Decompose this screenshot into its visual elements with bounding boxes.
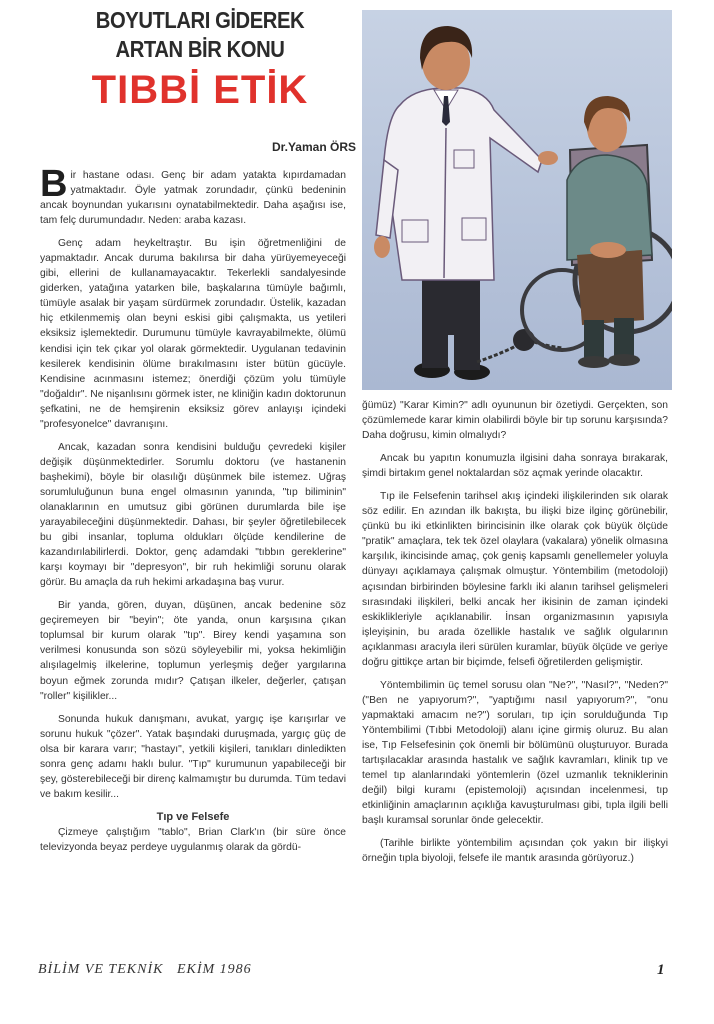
article-paragraph: Ancak, kazadan sonra kendisini bulduğu çevredeki kişiler değişik düşünmektedirler. Sorumlu doktoru (ve hastanenin başhekimi), böyle bir olasılığı düşünmek bile istemez. Uğraş sorumluluğunun buna engel olmasının yanında, "tıp biliminin" olanaklarının en umutsuz gibi görünen durumlarda bile işe yarayabileceğini düşünmektedir. Dahası, bir şeyler öğretilebilecek bu gibi insanlar, topluma oldukları ölçüde kendilerine de kazandırılabilirlerdi. Doktor, genç adamdaki "tıbbın gereklerine" karşı koymayı bir "depresyon", bir ruh hekimliği sorunu olarak görür. Bu amaçla da ruh hekimi arkadaşına baş vurur. xyxy=(40,441,346,589)
article-paragraph: Çizmeye çalıştığım "tablo", Brian Clark'ın (bir süre önce televizyonda beyaz perdeye uygulanmış olarak da gördü- xyxy=(40,826,346,853)
drop-cap: B xyxy=(40,163,68,205)
article-paragraph: Sonunda hukuk danışmanı, avukat, yargıç işe karışırlar ve sorunu hukuk "çözer". Yatak başındaki duruşmada, yargıç güç de olsa bir karara varır; "hastayı", yetkili kişileri, tanıkları dinledikten sonra genç adamı haklı bulur. "Tıp" kurumunun yapabileceği bir şey, gösterebileceği bir direnç kalmamıştır bu durumda. Tüm tedavi ve bakım kesilir... xyxy=(40,713,346,800)
article-paragraph: Ancak bu yapıtın konumuzla ilgisini daha sonraya bırakarak, şimdi birtakım genel noktalardan söz açmak yerinde olacaktır. xyxy=(362,453,668,480)
section-subheading: Tıp ve Felsefe xyxy=(156,810,230,823)
article-paragraph: Bir hastane odası. Genç bir adam yatakta kıpırdamadan yatmaktadır. Öyle yatmak zorundadır, çünkü bedeninin ancak boynundan yukarısını oynatabilmektedir. Daha aşağısı ise, tam felç durumundadır. Neden: araba kazası. xyxy=(40,163,346,227)
article-paragraph: (Tarihle birlikte yöntembilim açısından çok yakın bir ilişkyi örneğin tıpla biyoloji, felsefe ile mantık arasında görüyoruz.) xyxy=(362,838,668,865)
title-block xyxy=(40,6,360,114)
article-paragraph: Yöntembilimin üç temel sorusu olan "Ne?", "Nasıl?", "Neden?" ("Ben ne yapıyorum?", "yaptığımı nasıl yapıyorum?", "onu yapmaktaki amacım ne?") soruları, tıp için sorulduğunda Tıp Yöntembilimi (Tıbbi Metodoloji) alanı içine girmiş oluruz. Bu alan ise, Tıp Felsefesinin çok önemli bir bölümünü oluşturuyor. Burada tartışılacaklar arasında hastalık ve sağlık kavramları, klinik tıp ve temel tıp alanlarındaki yöntemlerin (özel uzmanlık tekniklerinin değil) bilgi kuramı (epistemoloji) açısından incelenmesi, tıp etkinliğinin amaçlarının açıklığa kavuşturulması gibi, tıpla ilgili belli başlı kuramsal sorunlar önde gelecektir. xyxy=(362,679,668,827)
headline: TIBBİ ETİK xyxy=(91,68,309,112)
article-paragraph: Bir yanda, gören, duyan, düşünen, ancak bedenine söz geçiremeyen bir "beyin"; öte yanda, onun karşısına çıkan toplumsal bir kurum olarak "tıp". Birey kendi yaşamına son verilmesi konusunda son sözü söyleyebilir mi, yoksa hekimliğin alışılagelmiş ilkelerine, toplumun yerleşmiş değer yargılarına boyun eğmek zorunda mıdır? Çatışan ilkeler, değerler, çatışan "roller" kişilikler... xyxy=(40,600,346,702)
article-column-left xyxy=(40,163,346,855)
article-paragraph: Genç adam heykeltraştır. Bu işin öğretmenliğini de yapmaktadır. Ancak duruma bakılırsa bir daha yürüyemeyeceği gibi, ellerini de kullanamayacaktır. Tekerlekli sandalyesinde giderken, yatağına yatarken bile, başkalarına tümüyle bağımlı, tümüyle asalak bir yaşam sürdürmek zorundadır. Üstelik, kazadan hiç etkilenmemiş olan beyni eskisi gibi çalışmakta, us yetileri eksiksiz işlemektedir. Durumunu tümüyle kavrayabilmekte, ölümü kendisi için tek çıkar yol olarak görmektedir. Uygulanan tedavinin kesilerek kendisinin ölüme bırakılmasını ister bütün gücüyle. Kendisine acınmasını istemez; önerdiği çözüm yolu tümüyle "doğaldır". Ne nişanlısını görmek ister, ne kliniğin kadın doktorunun şefkatini, ne de hemşirenin eksiksiz görev anlayışı içindeki "profesyonelce" davranışını. xyxy=(40,238,346,430)
article-column-right xyxy=(362,398,668,866)
kicker-line-2: ARTAN BİR KONU xyxy=(115,36,285,62)
doctor-and-patient-illustration xyxy=(362,10,672,390)
publication-footer: BİLİM VE TEKNİK EKİM 1986 xyxy=(38,962,252,977)
page-number: 1 xyxy=(657,962,665,978)
article-paragraph: ğümüz) "Karar Kimin?" adlı oyununun bir özetiydi. Gerçekten, son çözümlemede karar kimin olabilirdi böyle bir tıp sorunu karşısında? Daha doğrusu, kimin olmalıydı? xyxy=(362,400,668,442)
article-paragraph: Tıp ile Felsefenin tarihsel akış içindeki ilişkilerinden sık olarak söz edilir. En azından ilk bakışta, bu ilişki bize ilginç görünebilir, çünkü bu iki etkinlikten birincisinin ilke olarak çok büyük ölçüde "pratik" amaçlara, tek tek özel olaylara (vakalara) yönelik olmasına karşılık, ikincisinde amaç, çok geniş kapsamlı genellemeler yoluyla dünyayı açıklamaya çalışmak olmuştur. Yöntembilim (metodoloji) açısından birbirinden böylesine farklı iki alanın tarihsel gelişmeleri sırasındaki ilişkileri, belki ancak her ikisinin de zaman içindeki eskiklikleriyle açıklanabilir. İnsan organizmasının yapısıyla işleyişinin, bu arada özellikle hastalık ve sağlık olgularının açıklanması aracıyla ileri sürülen kuramlar, büyük ölçüde ve geriye doğru gittikçe artan bir biçimde, felsefi öğretilerden gelişmiştir. xyxy=(362,491,668,668)
byline: Dr.Yaman ÖRS xyxy=(271,140,356,154)
kicker-line-1: BOYUTLARI GİDEREK xyxy=(95,7,305,33)
